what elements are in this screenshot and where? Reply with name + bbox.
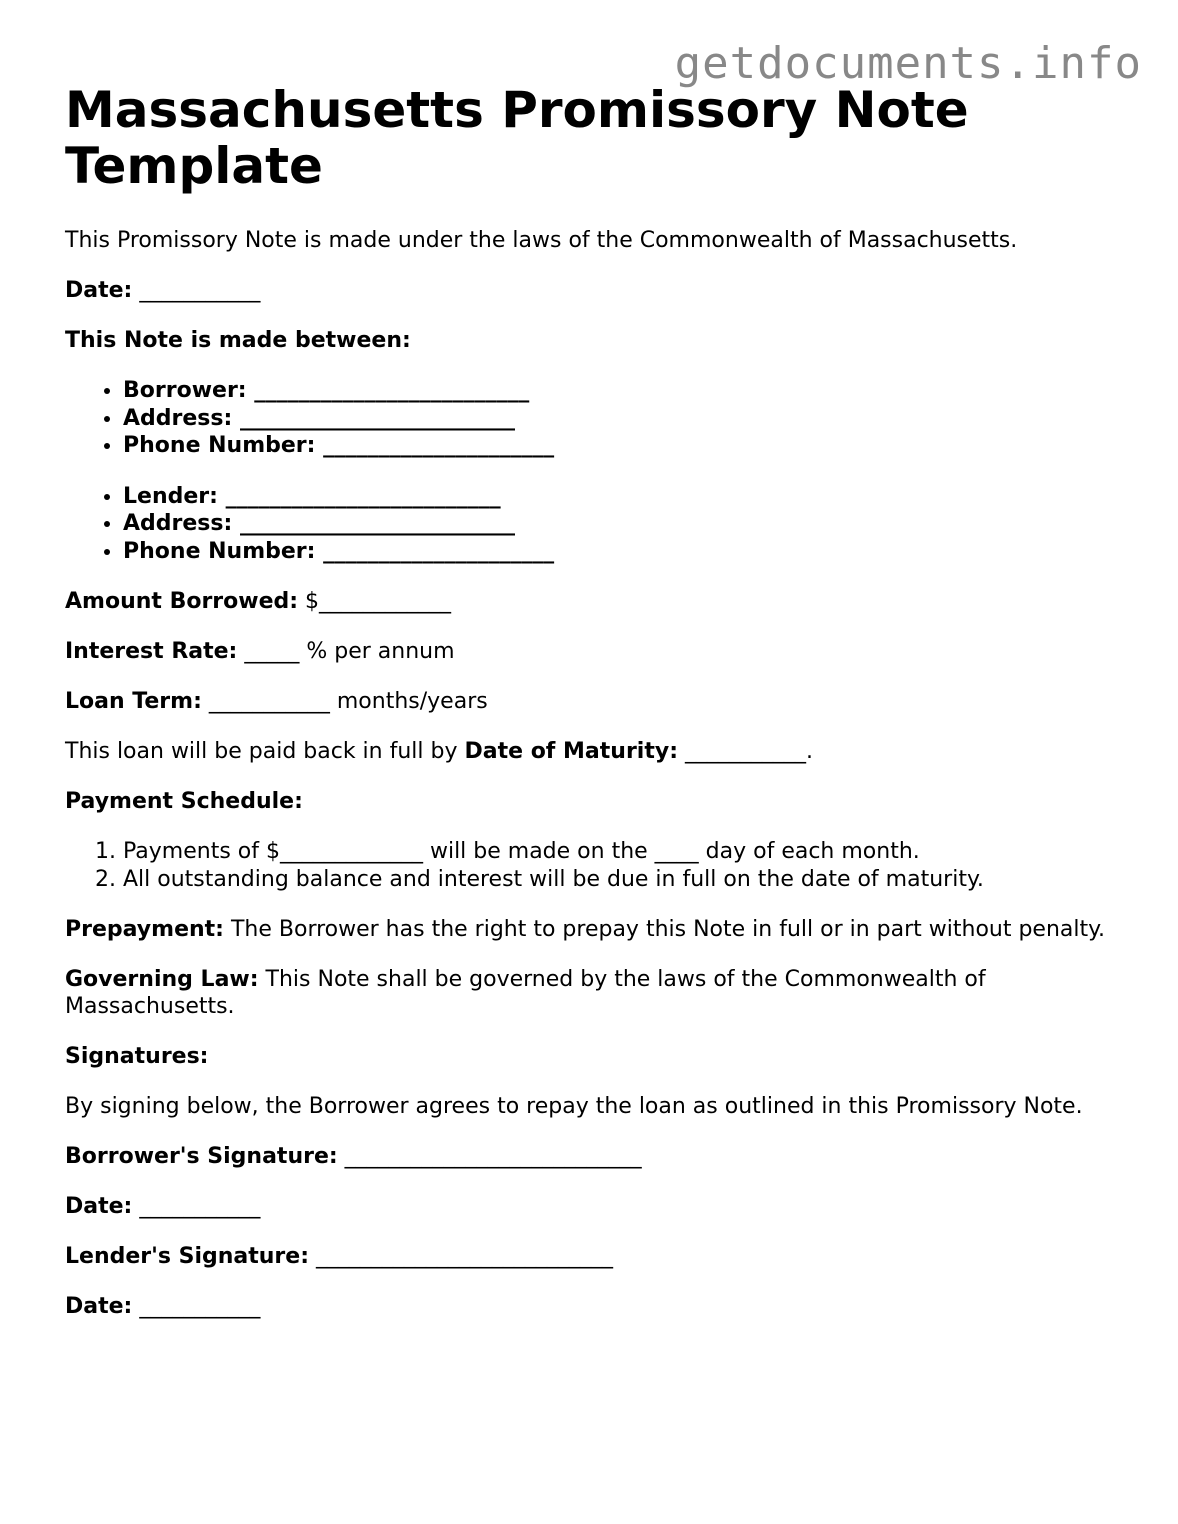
prepayment-text: Prepayment: The Borrower has the right to prepay this Note in full or in part without penalty. [65,917,1106,942]
list-item: 2. All outstanding balance and interest will be due in full on the date of maturity. [123,866,1125,894]
date-label: Date: [65,278,133,303]
list-item: 1. Payments of $_____________ will be made on the ____ day of each month. [123,838,1125,866]
list-item: • Address: _________________________ [123,405,1125,433]
intro-text: This Promissory Note is made under the laws of the Commonwealth of Massachusetts. [65,228,1018,253]
borrower-date: Date: ___________ [65,1194,261,1219]
list-item: • Lender: _________________________ [123,483,1125,511]
watermark: getdocuments.info [674,38,1142,89]
schedule-list [65,838,1125,893]
amount-borrowed: Amount Borrowed: $____________ [65,589,452,614]
lender-signature: Lender's Signature: ___________________________ [65,1244,613,1269]
list-item: • Address: _________________________ [123,510,1125,538]
list-item: • Borrower: _________________________ [123,377,1125,405]
schedule-heading: Payment Schedule: [65,789,303,814]
document-title: Massachusetts Promissory Note Template [65,81,969,195]
loan-term: Loan Term: ___________ months/years [65,689,488,714]
between-heading: This Note is made between: [65,328,411,353]
signatures-text: By signing below, the Borrower agrees to repay the loan as outlined in this Promissory Note. [65,1094,1083,1119]
interest-rate: Interest Rate: _____ % per annum [65,639,455,664]
lender-list [65,483,1125,566]
maturity-text: This loan will be paid back in full by Date of Maturity: ___________. [65,739,813,764]
date-field [65,277,1125,304]
lender-date: Date: ___________ [65,1294,261,1319]
list-item: • Phone Number: _____________________ [123,538,1125,566]
date-blank: ___________ [132,278,261,303]
document [65,82,1125,1320]
list-item: • Phone Number: _____________________ [123,432,1125,460]
borrower-list [65,377,1125,460]
governing-law-text: Governing Law: This Note shall be governed by the laws of the Commonwealth of Massachusetts. [65,967,986,1019]
borrower-signature: Borrower's Signature: ___________________________ [65,1144,642,1169]
signatures-heading: Signatures: [65,1044,209,1069]
